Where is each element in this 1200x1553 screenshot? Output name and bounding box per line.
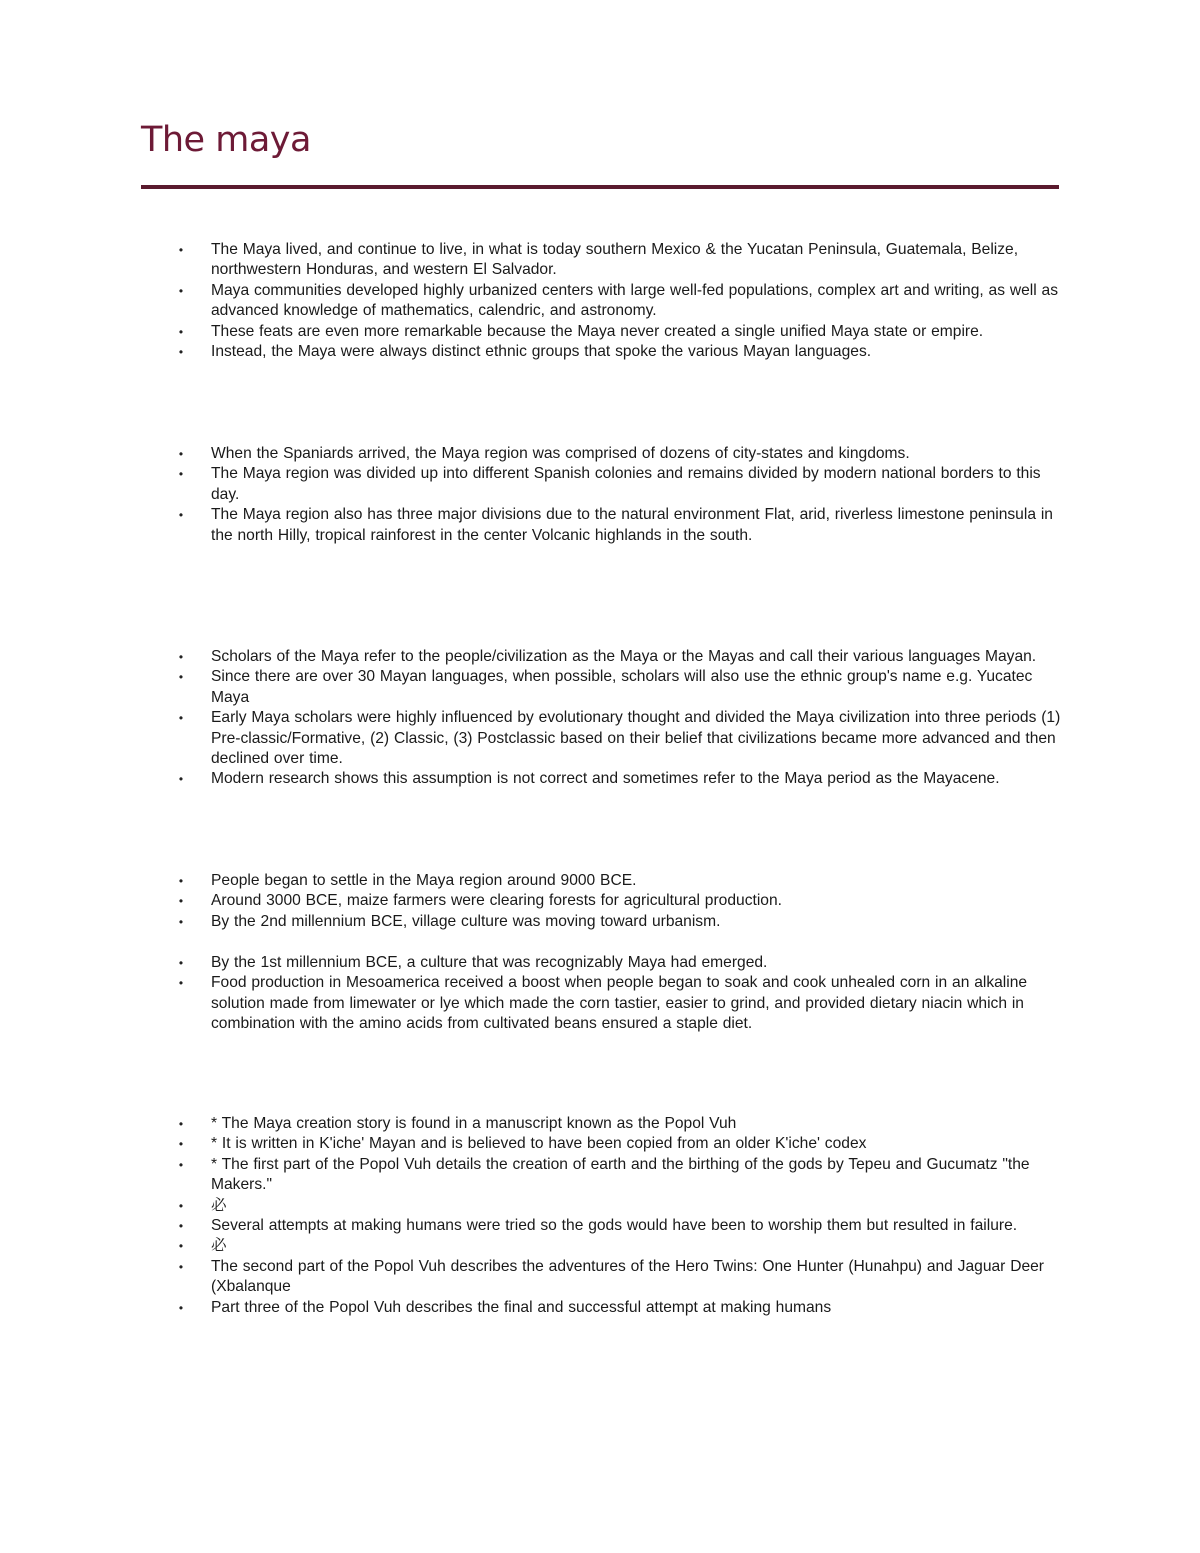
bullet-icon: • — [178, 324, 184, 339]
list-item-text: * It is written in K'iche' Mayan and is believed to have been copied from an older K'iche' codex — [211, 1135, 867, 1153]
bullet-icon: • — [178, 976, 184, 991]
list-item-text: The second part of the Popol Vuh describes the adventures of the Hero Twins: One Hunter (Hunahpu) and Jaguar Deer (Xbalanque — [211, 1257, 1044, 1296]
bullet-icon: • — [178, 894, 184, 909]
list-item — [0, 240, 1071, 281]
list-item-text: The Maya region also has three major divisions due to the natural environment Flat, arid, riverless limestone peninsula in the north Hilly, tropical rainforest in the center Volcanic highlands in the south. — [211, 506, 1053, 544]
bullet-icon: • — [178, 772, 184, 787]
list-item — [0, 281, 1071, 322]
list-item — [0, 1196, 1071, 1216]
bullet-icon: • — [178, 914, 184, 929]
list-item — [0, 1298, 1071, 1318]
bullet-icon: • — [178, 956, 184, 970]
bullet-section-2 — [0, 444, 1200, 546]
list-item-text: By the 1st millennium BCE, a culture that was recognizably Maya had emerged. — [211, 954, 768, 971]
bullet-section-4 — [0, 871, 1200, 932]
bullet-icon: • — [178, 1198, 184, 1213]
bullet-icon: • — [178, 345, 184, 360]
list-item — [0, 1216, 1071, 1236]
bullet-section-5 — [0, 953, 1200, 1035]
list-item — [0, 769, 1071, 789]
list-item — [0, 444, 1071, 464]
list-item — [0, 973, 1071, 1034]
list-item-text: Around 3000 BCE, maize farmers were clearing forests for agricultural production. — [211, 892, 782, 910]
list-item-text: Modern research shows this assumption is not correct and sometimes refer to the Maya period as the Mayacene. — [211, 770, 1000, 788]
list-item-text: Part three of the Popol Vuh describes the final and successful attempt at making humans — [211, 1298, 832, 1316]
bullet-section-6 — [0, 1114, 1200, 1318]
list-item-text: The Maya region was divided up into different Spanish colonies and remains divided by modern national borders to this day. — [211, 465, 1041, 503]
list-item-text: People began to settle in the Maya region around 9000 BCE. — [211, 872, 637, 889]
bullet-icon: • — [178, 1219, 184, 1234]
list-item — [0, 953, 1071, 973]
list-item-text: * The Maya creation story is found in a manuscript known as the Popol Vuh — [211, 1115, 737, 1132]
list-item — [0, 912, 1071, 932]
list-item — [0, 505, 1071, 546]
list-item-text: Food production in Mesoamerica received a boost when people began to soak and cook unhealed corn in an alkaline solution made from limewater or lye which made the corn tastier, easier to grind, and provided dietary niacin which in combination with the amino acids from cultivated beans ensured a staple diet. — [211, 974, 1028, 1033]
bullet-icon: • — [178, 1157, 184, 1172]
bullet-icon: • — [178, 650, 184, 664]
list-item — [0, 1257, 1071, 1298]
list-item — [0, 891, 1071, 911]
bullet-icon: • — [178, 670, 184, 685]
list-item — [0, 1236, 1071, 1256]
list-item-text: The Maya lived, and continue to live, in what is today southern Mexico & the Yucatan Peninsula, Guatemala, Belize, northwestern Honduras, and western El Salvador. — [211, 241, 1019, 279]
bullet-icon: • — [178, 447, 184, 461]
list-item — [0, 322, 1071, 342]
list-item — [0, 1114, 1071, 1134]
list-item-text: Early Maya scholars were highly influenced by evolutionary thought and divided the Maya civilization into three periods (1) Pre-classic/Formative, (2) Classic, (3) Postclassic based on their belief that civilizations became more advanced and then declined over time. — [211, 709, 1061, 768]
list-item-text: 必 — [211, 1237, 227, 1255]
list-item — [0, 647, 1071, 667]
list-item-text: Since there are over 30 Mayan languages, when possible, scholars will also use the ethnic group's name e.g. Yucatec Maya — [211, 668, 1033, 706]
bullet-section-1 — [0, 240, 1200, 362]
list-item-text: * The first part of the Popol Vuh details the creation of earth and the birthing of the gods by Tepeu and Gucumatz "the Makers." — [211, 1155, 1030, 1194]
bullet-section-3 — [0, 647, 1200, 790]
bullet-icon: • — [178, 467, 184, 482]
list-item-text: These feats are even more remarkable because the Maya never created a single unified Maya state or empire. — [211, 322, 984, 340]
bullet-icon: • — [178, 1117, 184, 1131]
list-item-text: Maya communities developed highly urbanized centers with large well-fed populations, complex art and writing, as well as advanced knowledge of mathematics, calendric, and astronomy. — [211, 281, 1059, 320]
list-item — [0, 342, 1071, 362]
list-item — [0, 708, 1071, 769]
list-item — [0, 871, 1071, 891]
bullet-icon: • — [178, 874, 184, 888]
list-item — [0, 667, 1071, 708]
bullet-icon: • — [178, 711, 184, 726]
bullet-icon: • — [178, 1259, 184, 1274]
list-item-text: 必 — [211, 1196, 227, 1214]
list-item — [0, 464, 1071, 505]
page-title: The maya — [141, 120, 311, 160]
list-item — [0, 1134, 1071, 1154]
list-item-text: Scholars of the Maya refer to the people/civilization as the Maya or the Mayas and call their various languages Mayan. — [211, 648, 1037, 665]
list-item-text: Several attempts at making humans were tried so the gods would have been to worship them but resulted in failure. — [211, 1217, 1018, 1235]
list-item-text: By the 2nd millennium BCE, village culture was moving toward urbanism. — [211, 912, 721, 930]
list-item — [0, 1155, 1071, 1196]
list-item-text: Instead, the Maya were always distinct ethnic groups that spoke the various Mayan languages. — [211, 343, 872, 361]
bullet-icon: • — [178, 1137, 184, 1152]
bullet-icon: • — [178, 283, 184, 298]
bullet-icon: • — [178, 243, 184, 257]
bullet-icon: • — [178, 508, 184, 523]
title-divider — [141, 185, 1059, 189]
bullet-icon: • — [178, 1239, 184, 1254]
list-item-text: When the Spaniards arrived, the Maya region was comprised of dozens of city-states and kingdoms. — [211, 445, 910, 462]
bullet-icon: • — [178, 1300, 184, 1315]
